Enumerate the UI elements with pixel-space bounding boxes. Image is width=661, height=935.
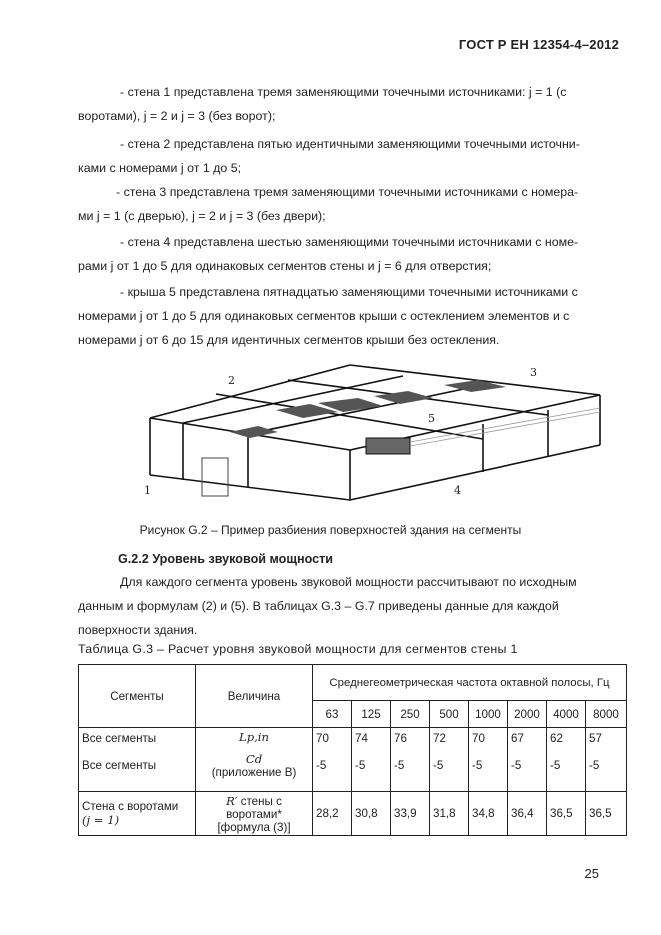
paragraph-roof-5: [78, 280, 623, 352]
value: -5: [316, 759, 327, 772]
text-line: ками с номерами j от 1 до 5;: [78, 161, 242, 175]
freq-header: 2000: [508, 701, 547, 728]
label-3: 3: [530, 366, 537, 379]
freq-header: 500: [430, 701, 469, 728]
value: 57: [589, 732, 602, 745]
text-line: поверхности здания.: [78, 623, 198, 637]
text-line: данным и формулам (2) и (5). В таблицах G.3 – G.7 приведены данные для каждой: [78, 599, 559, 613]
freq-header: 125: [352, 701, 391, 728]
row-quantity-cell: [196, 728, 313, 792]
value-cell: 36,4: [508, 792, 547, 836]
value: 70: [316, 732, 329, 745]
document-header: ГОСТ Р ЕН 12354-4–2012: [458, 37, 619, 52]
value-cell: 31,8: [430, 792, 469, 836]
text-line: рами j от 1 до 5 для одинаковых сегментов стены и j = 6 для отверстия;: [78, 259, 492, 273]
value: -5: [589, 759, 600, 772]
table-row: [79, 728, 627, 792]
label-1: 1: [144, 484, 151, 497]
value-cell: [586, 728, 627, 792]
text-line: - стена 1 представлена тремя заменяющими точечными источниками: j = 1 (с: [120, 85, 567, 99]
label-5: 5: [428, 412, 435, 425]
label-2: 2: [228, 374, 235, 387]
col-header-frequency-group: Среднегеометрическая частота октавной полосы, Гц: [313, 665, 627, 701]
text-line: воротами), j = 2 и j = 3 (без ворот);: [78, 109, 276, 123]
paragraph-wall-1: [78, 80, 623, 128]
value: 74: [355, 732, 368, 745]
value-cell: [508, 728, 547, 792]
quantity-note: [формула (3)]: [217, 820, 291, 834]
freq-header: 250: [391, 701, 430, 728]
value-cell: [391, 728, 430, 792]
value: 72: [433, 732, 446, 745]
table-g3: [78, 664, 627, 836]
quantity-note: (приложение В): [211, 766, 297, 779]
section-heading: [118, 552, 333, 566]
row-segments-cell: [79, 792, 196, 836]
value-cell: [352, 728, 391, 792]
freq-header: 8000: [586, 701, 627, 728]
value-cell: 30,8: [352, 792, 391, 836]
section-number: G.2.2: [118, 552, 149, 566]
value-cell: 36,5: [586, 792, 627, 836]
text-line: номерами j от 6 до 15 для идентичных сегментов крыши без остекления.: [78, 333, 500, 347]
section-title: Уровень звуковой мощности: [152, 552, 334, 566]
value: 62: [550, 732, 563, 745]
freq-header: 1000: [469, 701, 508, 728]
figure-caption: Рисунок G.2 – Пример разбиения поверхностей здания на сегменты: [139, 523, 522, 537]
value-cell: 33,9: [391, 792, 430, 836]
paragraph-wall-4: [78, 230, 623, 278]
segment-name: Все сегменты: [82, 732, 157, 745]
freq-header: 4000: [547, 701, 586, 728]
value-cell: 28,2: [313, 792, 352, 836]
quantity-text: стены с воротами*: [226, 794, 282, 821]
text-line: - стена 3 представлена тремя заменяющими точечными источниками с номера-: [116, 185, 579, 199]
value: -5: [550, 759, 561, 772]
col-header-segments: Сегменты: [79, 665, 196, 728]
value: -5: [394, 759, 405, 772]
text-line: - крыша 5 представлена пятнадцатью заменяющими точечными источниками с: [120, 285, 578, 299]
value: -5: [433, 759, 444, 772]
value-cell: [313, 728, 352, 792]
quantity-symbol: R′: [226, 793, 238, 808]
table-row: [79, 792, 627, 836]
value: 70: [472, 732, 485, 745]
segment-name: Стена с воротами: [82, 800, 179, 813]
freq-header: 63: [313, 701, 352, 728]
value: 76: [394, 732, 407, 745]
col-header-quantity: Величина: [196, 665, 313, 728]
value-cell: 34,8: [469, 792, 508, 836]
text-line: Для каждого сегмента уровень звуковой мощности рассчитывают по исходным: [120, 575, 577, 589]
text-line: - стена 2 представлена пятью идентичными заменяющими точечными источни-: [120, 137, 580, 151]
text-line: ми j = 1 (с дверью), j = 2 и j = 3 (без двери);: [78, 209, 326, 223]
value: 67: [511, 732, 524, 745]
quantity-symbol: Lp,in: [239, 730, 269, 744]
building-segmentation-figure: [138, 360, 608, 520]
value-cell: [430, 728, 469, 792]
table-caption: Таблица G.3 – Расчет уровня звуковой мощности для сегментов стены 1: [78, 642, 518, 656]
text-line: - стена 4 представлена шестью заменяющими точечными источниками с номе-: [120, 235, 579, 249]
segment-name: Все сегменты: [82, 759, 157, 772]
quantity-symbol: Cd: [245, 752, 263, 766]
paragraph-wall-2: [78, 132, 623, 180]
value: -5: [472, 759, 483, 772]
value-cell: 36,5: [547, 792, 586, 836]
value-cell: [547, 728, 586, 792]
value-cell: [469, 728, 508, 792]
value: -5: [355, 759, 366, 772]
body-paragraph: [78, 570, 623, 642]
segment-index: (j = 1): [82, 813, 120, 827]
page-number: 25: [584, 866, 599, 881]
row-quantity-cell: [196, 792, 313, 836]
text-line: номерами j от 1 до 5 для одинаковых сегментов крыши с остеклением элементов и с: [78, 309, 570, 323]
label-4: 4: [454, 484, 461, 497]
value: -5: [511, 759, 522, 772]
row-segments-cell: [79, 728, 196, 792]
paragraph-wall-3: [78, 180, 623, 228]
